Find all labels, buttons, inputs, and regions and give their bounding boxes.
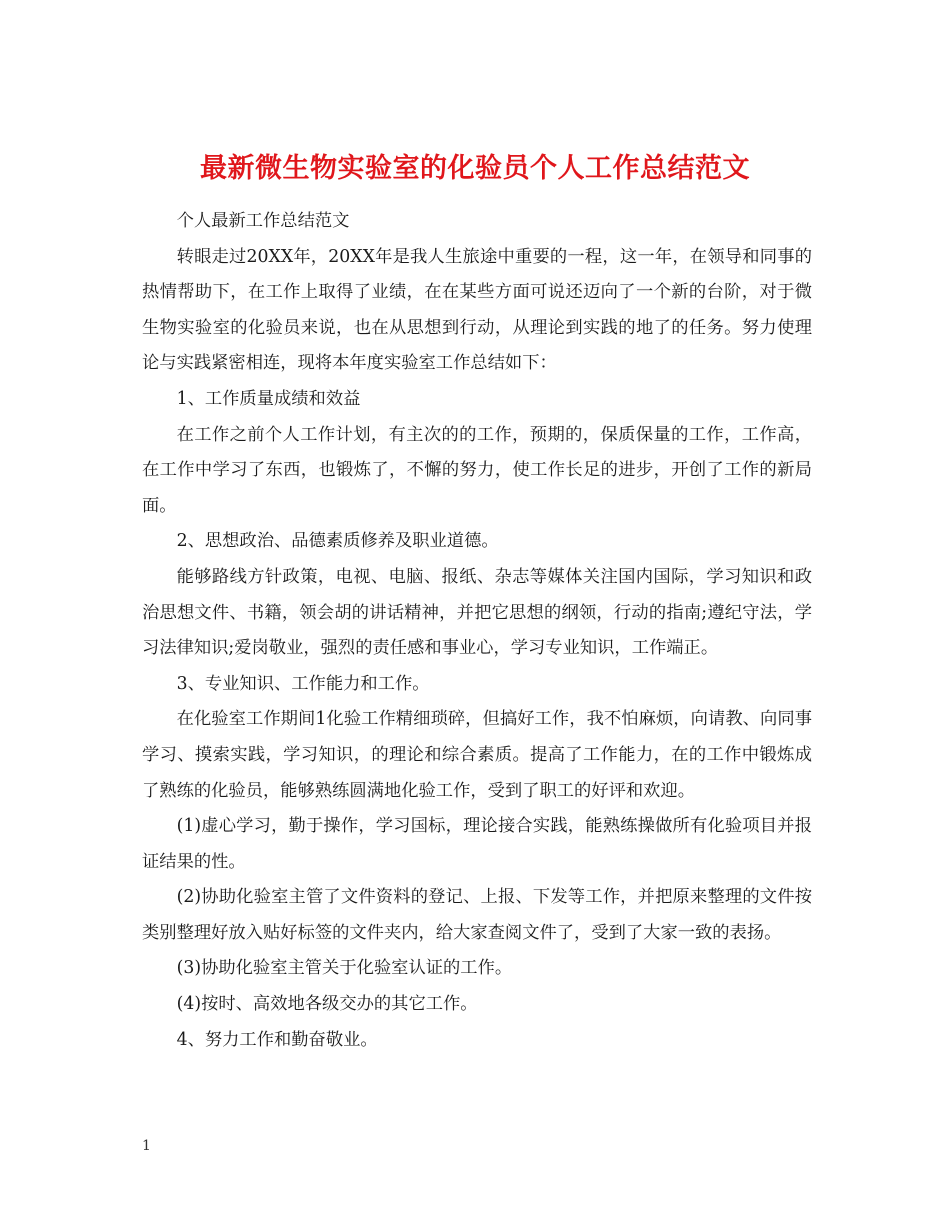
list-item: (4)按时、高效地各级交办的其它工作。: [176, 994, 478, 1015]
paragraph: 能够路线方针政策，电视、电脑、报纸、杂志等媒体关注国内国际，学习知识和政治思想文件、书籍，领会胡的讲话精神，并把它思想的纲领，行动的指南;遵纪守法，学习法律知识;爱岗敬业，强烈的责任感和事业心，学习专业知识，工作端正。: [142, 566, 812, 659]
section-heading: 1、工作质量成绩和效益: [176, 388, 361, 409]
document-body: [142, 204, 812, 1058]
section-heading: 4、努力工作和勤奋敬业。: [176, 1029, 378, 1050]
section-heading: 2、思想政治、品德素质修养及职业道德。: [176, 531, 499, 552]
list-item: (1)虚心学习，勤于操作，学习国标，理论接合实践，能熟练操做所有化验项目并报证结果的性。: [142, 816, 812, 872]
paragraph: 在工作之前个人工作计划，有主次的的工作，预期的，保质保量的工作，工作高，在工作中学习了东西，也锻炼了，不懈的努力，使工作长足的进步，开创了工作的新局面。: [142, 424, 812, 516]
list-item: (3)协助化验室主管关于化验室认证的工作。: [176, 958, 513, 979]
paragraph: 个人最新工作总结范文: [176, 211, 350, 231]
page-number: 1: [142, 1138, 151, 1154]
paragraph: 转眼走过20XX年，20XX年是我人生旅途中重要的一程，这一年，在领导和同事的热情帮助下，在工作上取得了业绩，在在某些方面可说还迈向了一个新的台阶，对于微生物实验室的化验员来说，也在从思想到行动，从理论到实践的地了的任务。努力使理论与实践紧密相连，现将本年度实验室工作总结如下：: [142, 246, 812, 374]
section-heading: 3、专业知识、工作能力和工作。: [176, 673, 430, 694]
paragraph: 在化验室工作期间1化验工作精细琐碎，但搞好工作，我不怕麻烦，向请教、向同事学习、摸索实践，学习知识，的理论和综合素质。提高了工作能力，在的工作中锻炼成了熟练的化验员，能够熟练圆满地化验工作，受到了职工的好评和欢迎。: [142, 709, 812, 801]
list-item: (2)协助化验室主管了文件资料的登记、上报、下发等工作，并把原来整理的文件按类别整理好放入贴好标签的文件夹内，给大家查阅文件了，受到了大家一致的表扬。: [142, 887, 812, 943]
document-title: 最新微生物实验室的化验员个人工作总结范文: [200, 153, 750, 185]
